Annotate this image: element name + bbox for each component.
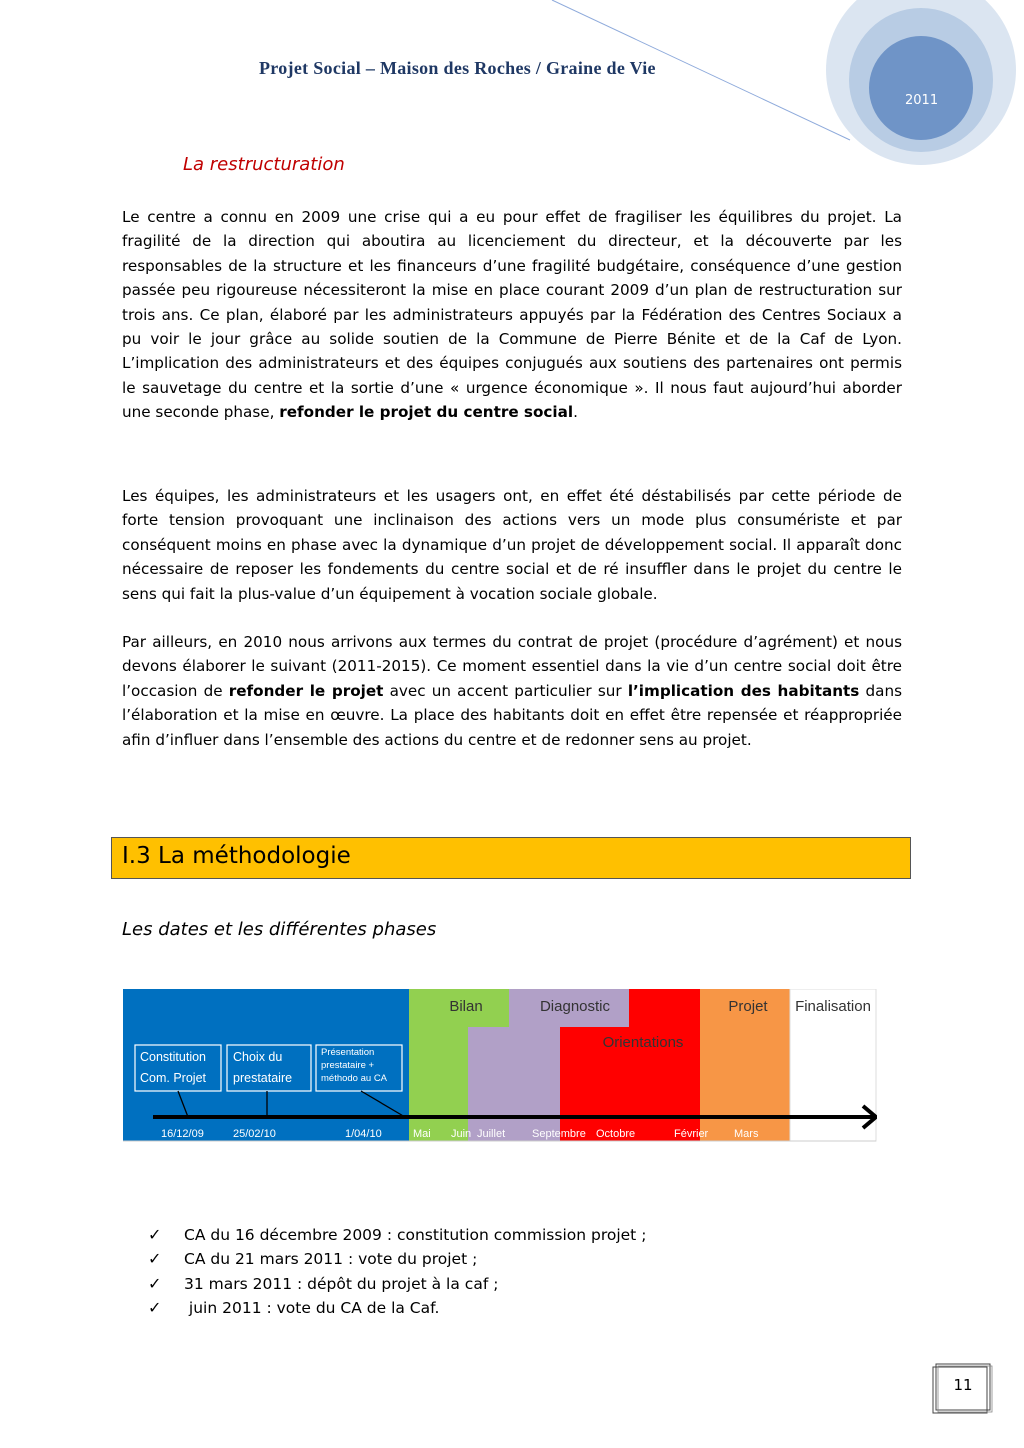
decorative-circle-inner [869,36,973,140]
milestone-checklist [148,1223,646,1320]
year-badge: 2011 [905,93,939,108]
step-presentation-line1: Présentation [321,1047,375,1058]
phase-label-orientations: Orientations [602,1034,684,1051]
phase-label-projet: Projet [728,998,768,1015]
page-number: 11 [953,1376,973,1394]
page-number-frame [932,1362,988,1410]
month-label-mai: Mai [413,1128,431,1140]
paragraph-project-contract: Par ailleurs, en 2010 nous arrivons aux termes du contrat de projet (procédure d’agrément) et nous devons élaborer le suivant (2011-2015). Ce moment essentiel dans la vie d’un centre social doit être l’occasion de refonder le projet avec un accent particulier sur l’implication des habitants dans l’élaboration et la mise en œuvre. La place des habitants doit en effet être repensée et réappropriée afin d’influer dans l’ensemble des actions du centre et de redonner sens au projet. [122,633,902,749]
month-label-octobre: Octobre [596,1128,636,1140]
list-item [148,1247,646,1271]
phase-block-red-top [629,989,700,1027]
checkmark-icon: ✓ [148,1297,162,1317]
list-item [148,1272,646,1296]
date-label-2: 25/02/10 [233,1128,276,1140]
month-label-juillet: Juillet [477,1128,506,1140]
list-item-text: juin 2011 : vote du CA de la Caf. [184,1298,440,1317]
subsection-title: La restructuration [183,154,345,175]
phases-subtitle: Les dates et les différentes phases [122,919,437,940]
checkmark-icon: ✓ [148,1249,162,1269]
list-item-text: CA du 21 mars 2011 : vote du projet ; [184,1250,478,1269]
paragraph-team-destabilized: Les équipes, les administrateurs et les usagers ont, en effet été déstabilisés par cette période de forte tension provoquant une inclinaison des actions vers un mode plus consumériste et par conséquent moins en phase avec la dynamique d’un projet de développement social. Il apparaît donc nécessaire de reposer les fondements du centre social et de ré insuffler dans le projet du centre le sens qui fait la plus-value d’un équipement à vocation sociale globale. [122,487,902,603]
step-constitution-line1: Constitution [140,1050,207,1064]
section-title: I.3 La méthodologie [122,843,351,869]
list-item-text: 31 mars 2011 : dépôt du projet à la caf ; [184,1274,499,1293]
document-header-title: Projet Social – Maison des Roches / Graine de Vie [259,58,656,78]
step-constitution-line2: Com. Projet [140,1071,206,1085]
header-decoration [0,0,1024,200]
step-presentation-line3: méthodo au CA [321,1073,388,1084]
step-choix-line2: prestataire [233,1071,293,1085]
month-label-fevrier: Février [674,1128,709,1140]
step-choix-line1: Choix du [233,1050,283,1064]
date-label-1: 16/12/09 [161,1128,204,1140]
phase-label-finalisation: Finalisation [795,998,871,1015]
month-label-mars: Mars [734,1128,759,1140]
list-item-text: CA du 16 décembre 2009 : constitution commission projet ; [184,1226,647,1244]
phase-block-diagnostic-lower [468,1027,560,1141]
timeline-diagram [123,989,877,1145]
list-item [148,1296,646,1320]
list-item [148,1223,646,1247]
date-label-3: 1/04/10 [345,1128,382,1140]
step-presentation-line2: prestataire + [321,1060,375,1071]
phase-label-bilan: Bilan [449,998,483,1015]
phase-label-diagnostic: Diagnostic [539,998,611,1015]
month-label-septembre: Septembre [532,1128,586,1140]
checkmark-icon: ✓ [148,1225,162,1244]
checkmark-icon: ✓ [148,1273,162,1293]
section-heading-box [111,837,911,879]
month-label-juin: Juin [451,1128,472,1140]
paragraph-restructuring: Le centre a connu en 2009 une crise qui a eu pour effet de fragiliser les équilibres du projet. La fragilité de la direction qui aboutira au licenciement du directeur, et la découverte par les responsables de la structure et les financeurs d’une fragilité budgétaire, conséquence d’une gestion passée peu rigoureuse nécessiteront la mise en place courant 2009 d’un plan de restructuration sur trois ans. Ce plan, élaboré par les administrateurs appuyés par la Fédération des Centres Sociaux a pu voir le jour grâce au solide soutien de la Commune de Pierre Bénite et de la Caf de Lyon. L’implication des administrateurs et des équipes conjugués aux soutiens des partenaires ont permis le sauvetage du centre et la sortie d’une « urgence économique ». Il nous faut aujourd’hui aborder une seconde phase, refonder le projet du centre social. [122,208,902,422]
